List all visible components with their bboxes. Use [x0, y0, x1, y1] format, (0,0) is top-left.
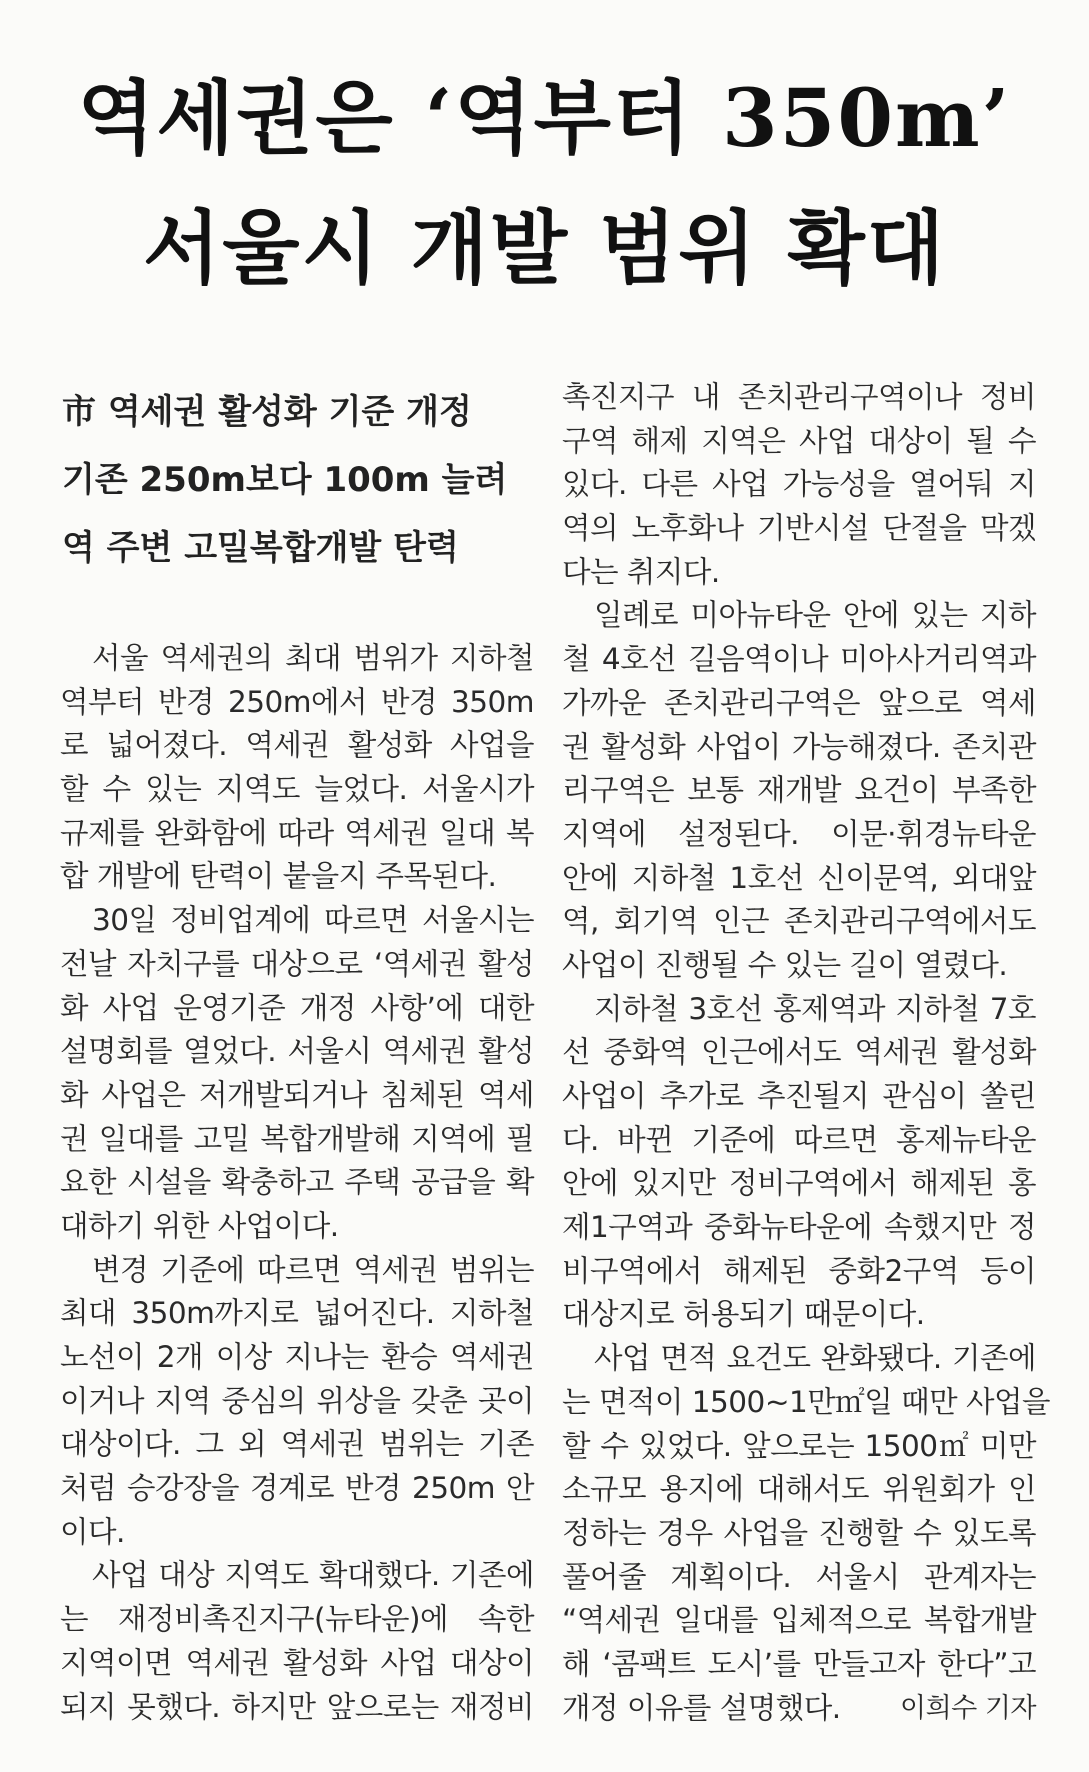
text-line: 비구역에서 해제된 중화2구역 등이: [562, 1253, 1036, 1288]
text-line: 소규모 용지에 대해서도 위원회가 인: [562, 1472, 1036, 1507]
subheadline: 역 주변 고밀복합개발 탄력: [62, 528, 459, 568]
text-line: 설명회를 열었다. 서울시 역세권 활성: [60, 1034, 534, 1069]
text-line: 할 수 있는 지역도 늘었다. 서울시가: [60, 772, 534, 807]
text-line: 는 재정비촉진지구(뉴타운)에 속한: [60, 1602, 534, 1637]
text-line: 합 개발에 탄력이 붙을지 주목된다.: [60, 859, 497, 894]
text-line: 변경 기준에 따르면 역세권 범위는: [92, 1252, 534, 1287]
text-line: 요한 시설을 확충하고 주택 공급을 확: [60, 1165, 534, 1200]
text-line: 있다. 다른 사업 가능성을 열어둬 지: [562, 467, 1036, 502]
text-line: 30일 정비업계에 따르면 서울시는: [92, 903, 534, 938]
text-line: 촉진지구 내 존치관리구역이나 정비: [562, 380, 1036, 414]
text-line: 규제를 완화함에 따라 역세권 일대 복: [60, 815, 534, 850]
text-line: 선 중화역 인근에서도 역세권 활성화: [562, 1035, 1036, 1070]
text-line: 지역에 설정된다. 이문·휘경뉴타운: [562, 816, 1036, 851]
subheadline-block: [62, 378, 532, 582]
text-line: 지하철 3호선 홍제역과 지하철 7호: [594, 991, 1036, 1026]
text-line: 역, 회기역 인근 존치관리구역에서도: [562, 904, 1036, 939]
text-line: 사업이 추가로 추진될지 관심이 쏠린: [562, 1079, 1036, 1113]
text-line: 처럼 승강장을 경계로 반경 250m 안: [60, 1471, 534, 1506]
text-line: 역의 노후화나 기반시설 단절을 막겠: [562, 511, 1036, 546]
headline-line-2: 서울시 개발 범위 확대: [142, 201, 947, 295]
text-line: 안에 있지만 정비구역에서 해제된 홍: [562, 1166, 1036, 1201]
text-line: 해 ‘콤팩트 도시’를 만들고자 한다”고: [562, 1646, 1036, 1681]
article-column-right: [562, 376, 1051, 1730]
text-line: 사업 대상 지역도 확대했다. 기존에: [92, 1558, 534, 1593]
text-line: 이다.: [60, 1514, 125, 1549]
text-line: 최대 350m까지로 넓어진다. 지하철: [60, 1296, 534, 1331]
text-line: 서울 역세권의 최대 범위가 지하철: [92, 641, 534, 675]
text-line: 로 넓어졌다. 역세권 활성화 사업을: [60, 728, 534, 763]
text-line: 철 4호선 길음역이나 미아사거리역과: [562, 642, 1036, 677]
text-line: 정하는 경우 사업을 진행할 수 있도록: [562, 1515, 1036, 1550]
article-column-left: [60, 637, 534, 1729]
text-line: 권 활성화 사업이 가능해졌다. 존치관: [562, 729, 1036, 764]
text-line: 구역 해제 지역은 사업 대상이 될 수: [562, 423, 1036, 458]
headline-line-1: 역세권은 ‘역부터 350m’: [77, 71, 1012, 165]
text-line: 개정 이유를 설명했다.: [562, 1690, 841, 1725]
text-line: 대상지로 허용되기 때문이다.: [562, 1297, 925, 1332]
text-line: 지역이면 역세권 활성화 사업 대상이: [60, 1645, 534, 1680]
text-line: 전날 자치구를 대상으로 ‘역세권 활성: [60, 946, 534, 981]
text-line: 일례로 미아뉴타운 안에 있는 지하: [594, 598, 1036, 633]
text-line: 되지 못했다. 하지만 앞으로는 재정비: [60, 1689, 534, 1724]
text-line: 리구역은 보통 재개발 요건이 부족한: [562, 773, 1036, 808]
text-line: 화 사업은 저개발되거나 침체된 역세: [60, 1077, 534, 1112]
text-line: 대상이다. 그 외 역세권 범위는 기존: [60, 1427, 534, 1462]
text-line: 역부터 반경 250m에서 반경 350m: [60, 684, 534, 719]
text-line: 사업 면적 요건도 완화됐다. 기존에: [594, 1341, 1036, 1376]
subheadline: 市 역세권 활성화 기준 개정: [62, 392, 472, 432]
text-line: 대하기 위한 사업이다.: [60, 1208, 339, 1243]
text-line: 권 일대를 고밀 복합개발해 지역에 필: [60, 1121, 534, 1156]
text-line: 사업이 진행될 수 있는 길이 열렸다.: [562, 947, 1008, 982]
text-line: 노선이 2개 이상 지나는 환승 역세권: [60, 1340, 534, 1374]
text-line: 제1구역과 중화뉴타운에 속했지만 정: [562, 1210, 1036, 1245]
text-line-with-byline: [562, 1687, 1036, 1731]
text-line: “역세권 일대를 입체적으로 복합개발: [562, 1603, 1036, 1638]
text-line: 다. 바뀐 기준에 따르면 홍제뉴타운: [562, 1122, 1036, 1157]
text-line: 는 면적이 1500~1만㎡일 때만 사업을: [562, 1384, 1051, 1419]
text-line: 가까운 존치관리구역은 앞으로 역세: [562, 685, 1036, 720]
text-line: 다는 취지다.: [562, 554, 720, 589]
text-line: 안에 지하철 1호선 신이문역, 외대앞: [562, 860, 1036, 895]
byline: 이희수 기자: [900, 1692, 1036, 1724]
text-line: 이거나 지역 중심의 위상을 갖춘 곳이: [60, 1383, 534, 1418]
text-line: 할 수 있었다. 앞으로는 1500㎡ 미만: [562, 1428, 1036, 1463]
text-line: 화 사업 운영기준 개정 사항’에 대한: [60, 990, 534, 1025]
text-line: 풀어줄 계획이다. 서울시 관계자는: [562, 1559, 1036, 1594]
subheadline: 기존 250m보다 100m 늘려: [62, 460, 508, 500]
